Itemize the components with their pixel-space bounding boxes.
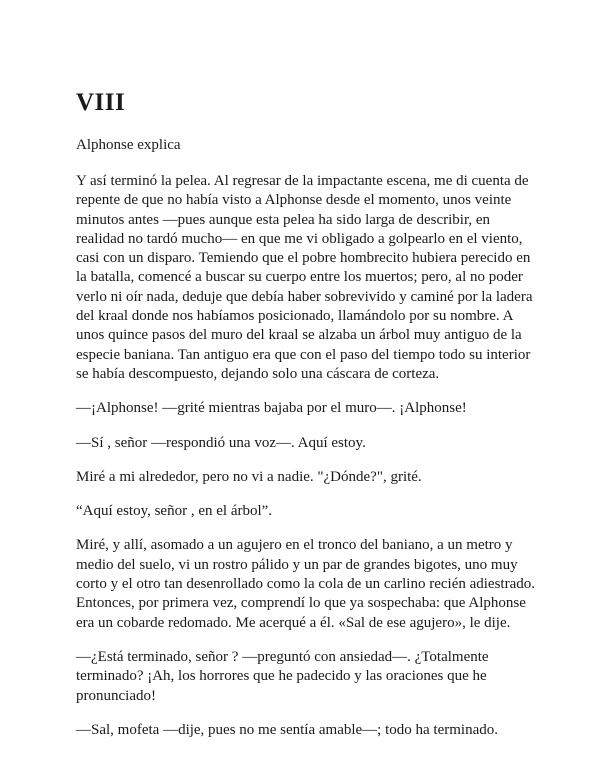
- document-page: [76, 88, 538, 755]
- paragraph-4: Miré a mi alrededor, pero no vi a nadie. "¿Dónde?", grité.: [76, 468, 422, 485]
- chapter-number: VIII: [76, 89, 126, 116]
- paragraph-8: —Sal, mofeta —dije, pues no me sentía amable—; todo ha terminado.: [76, 721, 498, 738]
- paragraph-7: —¿Está terminado, señor ? —preguntó con ansiedad—. ¿Totalmente terminado? ¡Ah, los horrores que he padecido y las oraciones que he pronunciado!: [76, 648, 489, 704]
- paragraph-2: —¡Alphonse! —grité mientras bajaba por el muro—. ¡Alphonse!: [76, 400, 467, 417]
- paragraph-6: Miré, y allí, asomado a un agujero en el tronco del baniano, a un metro y medio del suelo, vi un rostro pálido y un par de grandes bigotes, uno muy corto y el otro tan desenrollado como la cola de un carlino recién adiestrado. Entonces, por primera vez, comprendí lo que ya sospechaba: que Alphonse era un cobarde redomado. Me acerqué a él. «Sal de ese agujero», le dije.: [76, 537, 535, 631]
- paragraph-5: “Aquí estoy, señor , en el árbol”.: [76, 503, 273, 520]
- paragraph-3: —Sí , señor —respondió una voz—. Aquí estoy.: [76, 434, 366, 451]
- chapter-subtitle: Alphonse explica: [76, 137, 181, 153]
- paragraph-1: Y así terminó la pelea. Al regresar de la impactante escena, me di cuenta de repente de que no había visto a Alphonse desde el momento, unos veinte minutos antes —pues aunque esta pelea ha sido larga de describir, en realidad no tardó mucho— en que me vi obligado a golpearlo en el viento, casi con un disparo. Temiendo que el pobre hombrecito hubiera perecido en la batalla, comencé a buscar su cuerpo entre los muertos; pero, al no poder verlo ni oír nada, deduje que debía haber sobrevivido y caminé por la ladera del kraal donde nos habíamos posicionado, llamándolo por su nombre. A unos quince pasos del muro del kraal se alzaba un árbol muy antiguo de la especie baniana. Tan antiguo era que con el paso del tiempo todo su interior se había descompuesto, dejando solo una cáscara de corteza.: [76, 173, 533, 382]
